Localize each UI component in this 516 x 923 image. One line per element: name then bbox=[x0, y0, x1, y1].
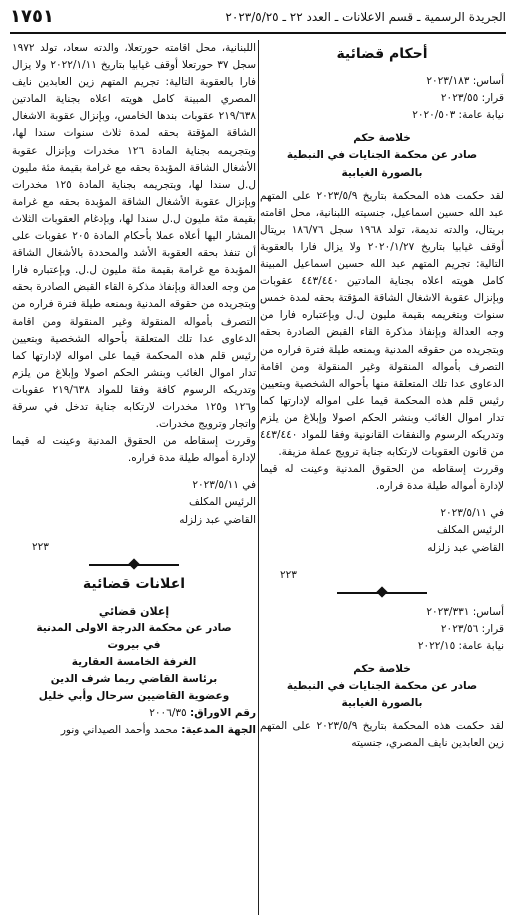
case1-closing: وقررت إسقاطه من الحقوق المدنية وعينت له قيما لإدارة أمواله طيلة مدة فراره. bbox=[260, 463, 504, 493]
case2-sig-name: القاضي عبد زلزله bbox=[179, 513, 256, 526]
case2-body-continued: اللبنانية، محل اقامته حورتعلا، والدته سعاد، تولد ١٩٧٢ سجل ٣٧ حورتعلا أوقف غيابيا بتاريخ ٢٠٢٢/١/١١ ولا يزال فارا بالعقوبة التالية: تجريم المتهم زين العابدين نايف المصري المبينة كامل هويته اعلاه بجناية المادتين ٢١٩/٦٣٨ عقوبات بندها الخامس، وبإنزال عقوبة الاشغال الشاقة المؤقتة بحقه لمدة ثلاث سنوات سندا لها، وبتجريمه بجناية المادة ١٢٦ مخدرات وبإنزال عقوبة الأشغال الشاقة المؤبدة بحقه مع غرامة بقيمة مئة مليون ل.ل سندا لها، وبتجريمه بجناية المادة ١٢٥ مخدرات وبإنزال عقوبة الأشغال الشاقة المؤبدة بحقه مع غرامة بقيمة مئة مليون ل.ل سندا لها، وبإدغام العقوبات الثلاث المشار اليها أعلاه عملا بأحكام المادة ٢٠٥ عقوبات على أن تنفذ بحقه العقوبة الأشد والمحددة بالأشغال الشاقة المؤبدة مع غرامة بقيمة مئة مليون ل.ل. وبإعتباره فارا من وجه العدالة وبإنفاذ مذكرة القاء القبض الصادرة بحقه وبتجريده من حقوقه المدنية وبمنعه طيلة فترة فراره من التصرف بأمواله المنقولة وغير المنقولة ومن اقامة الدعاوى عدا تلك المتعلقة بأحواله الشخصية وبتعيين رئيس قلم هذه المحكمة قيما على امواله لإدارتها كما تدار اموال الغائب وبنشر الحكم اصولا وإبلاغ من يلزم وتدريكه الرسوم كافة وفقا للمواد ٢١٩/٦٣٨ عقوبات و١٢٦ و١٢٥ مخدرات لارتكابه جناية تدخل في سرقة واتجار وترويج مخدرات. bbox=[12, 42, 257, 431]
case2-meta-decision: قرار: ٢٠٢٣/٥٦ bbox=[440, 622, 504, 635]
case1-court: صادر عن محكمة الجنايات في النبطية bbox=[286, 149, 478, 162]
notice-file-label: رقم الاوراق: bbox=[190, 707, 256, 720]
notice-file-row bbox=[12, 705, 256, 722]
notice-chamber: الغرفة الخامسة العقارية bbox=[71, 656, 197, 669]
notice-members: وعضوية القاضيين سرحال وأبي خليل bbox=[38, 690, 230, 703]
case2-end-number: ٢٢٣ bbox=[32, 540, 49, 553]
case2-heading: خلاصة حكم bbox=[353, 663, 411, 675]
column-divider bbox=[258, 40, 259, 915]
case1-sig-date: في ٢٠٢٣/٥/١١ bbox=[440, 507, 504, 520]
notice-court: صادر عن محكمة الدرجة الاولى المدنية bbox=[36, 621, 232, 634]
notice-file-value: ٢٠٠٦/٣٥ bbox=[149, 707, 187, 720]
case1-body: لقد حكمت هذه المحكمة بتاريخ ٢٠٢٣/٥/٩ على المتهم عبد الله حسين اسماعيل، جنسيته اللبنانية، محل اقامته بريتال، والدته نديمة، تولد ١٩٦٨ سجل ١٨٦/٧٦ بريتال أوقف غيابيا بتاريخ ٢٠٢٠/١/٢٧ ولا يزال فارا بالعقوبة التالية: تجريم المتهم عبد الله حسين اسماعيل المبينة كامل هويته اعلاه بجناية المادتين ٤٤٣/٤٤٠ عقوبات وبإنزال عقوبة الاشغال الشاقة المؤقتة بحقه لمدة خمس سنوات وبتغريمه بقيمة مليون ل.ل وبإعتباره فارا من وجه العدالة وبإنفاذ مذكرة القاء القبض الصادرة بحقه وبتجريده من حقوقه المدنية وبمنعه طيلة فترة فراره من التصرف بأمواله المنقولة وغير المنقولة ومن اقامة الدعاوى عدا تلك المتعلقة منها بأحواله الشخصية وبتعيين رئيس قلم هذه المحكمة قيما على امواله لإدارتها كما تدار اموال الغائب وبنشر الحكم اصولا وإبلاغ من يلزم وتدريكه الرسوم والنفقات القانونية وفقا للمواد ٤٤٣/٤٤٠ من قانون العقوبات لارتكابه جناية ترويج عملة مزيفة. bbox=[260, 189, 504, 459]
case1-end-number: ٢٢٣ bbox=[280, 568, 297, 581]
section-title-judgments: أحكام قضائية bbox=[336, 46, 428, 62]
case2-sig-role: الرئيس المكلف bbox=[188, 496, 256, 509]
case1-meta-prosecution: نيابة عامة: ٢٠٢٠/٥٠٣ bbox=[412, 109, 504, 122]
section-title-announcements: اعلانات قضائية bbox=[82, 575, 186, 592]
case2-body: لقد حكمت هذه المحكمة بتاريخ ٢٠٢٣/٥/٩ على المتهم زين العابدين نايف المصري، جنسيته bbox=[260, 720, 504, 750]
case2-form: بالصورة الغيابية bbox=[341, 697, 423, 710]
left-column bbox=[12, 40, 256, 740]
case1-meta-decision: قرار: ٢٠٢٣/٥٥ bbox=[440, 92, 504, 105]
case1-sig-name: القاضي عبد زلزله bbox=[427, 541, 504, 554]
notice-president: برئاسة القاضي ريما شرف الدين bbox=[50, 673, 218, 686]
case1-heading: خلاصة حكم bbox=[353, 132, 411, 145]
case2-sig-date: في ٢٠٢٣/٥/١١ bbox=[192, 479, 256, 492]
header-rule bbox=[10, 32, 506, 34]
case1-form: بالصورة الغيابية bbox=[341, 166, 423, 179]
page-header bbox=[10, 6, 506, 32]
case1-meta-basis: أساس: ٢٠٢٣/١٨٣ bbox=[426, 75, 504, 88]
case1-signature bbox=[330, 505, 504, 556]
right-column bbox=[260, 40, 504, 752]
gazette-title: الجريدة الرسمية ـ قسم الاعلانات ـ العدد ٢٢ ـ ٢٠٢٣/٥/٢٥ bbox=[225, 10, 506, 24]
case2-court: صادر عن محكمة الجنايات في النبطية bbox=[286, 680, 478, 693]
case2-meta-basis: أساس: ٢٠٢٣/٣٣١ bbox=[426, 605, 504, 618]
separator-ornament bbox=[89, 562, 179, 568]
notice-party-row bbox=[12, 722, 256, 739]
page-number: ١٧٥١ bbox=[10, 6, 54, 27]
case2-signature bbox=[82, 477, 256, 528]
notice-title: إعلان قضائي bbox=[98, 604, 170, 618]
notice-party-label: الجهة المدعية: bbox=[181, 724, 256, 737]
case2-meta-prosecution: نيابة عامة: ٢٠٢٢/١٥ bbox=[417, 639, 504, 652]
case2-closing: وقررت إسقاطه من الحقوق المدنية وعينت له قيما لإدارة أمواله طيلة مدة فراره. bbox=[12, 435, 256, 465]
notice-party-value: محمد وأحمد الصيداني ونور bbox=[60, 724, 178, 737]
separator-ornament bbox=[337, 590, 427, 596]
notice-city: في بيروت bbox=[107, 639, 161, 651]
case1-sig-role: الرئيس المكلف bbox=[436, 524, 504, 537]
